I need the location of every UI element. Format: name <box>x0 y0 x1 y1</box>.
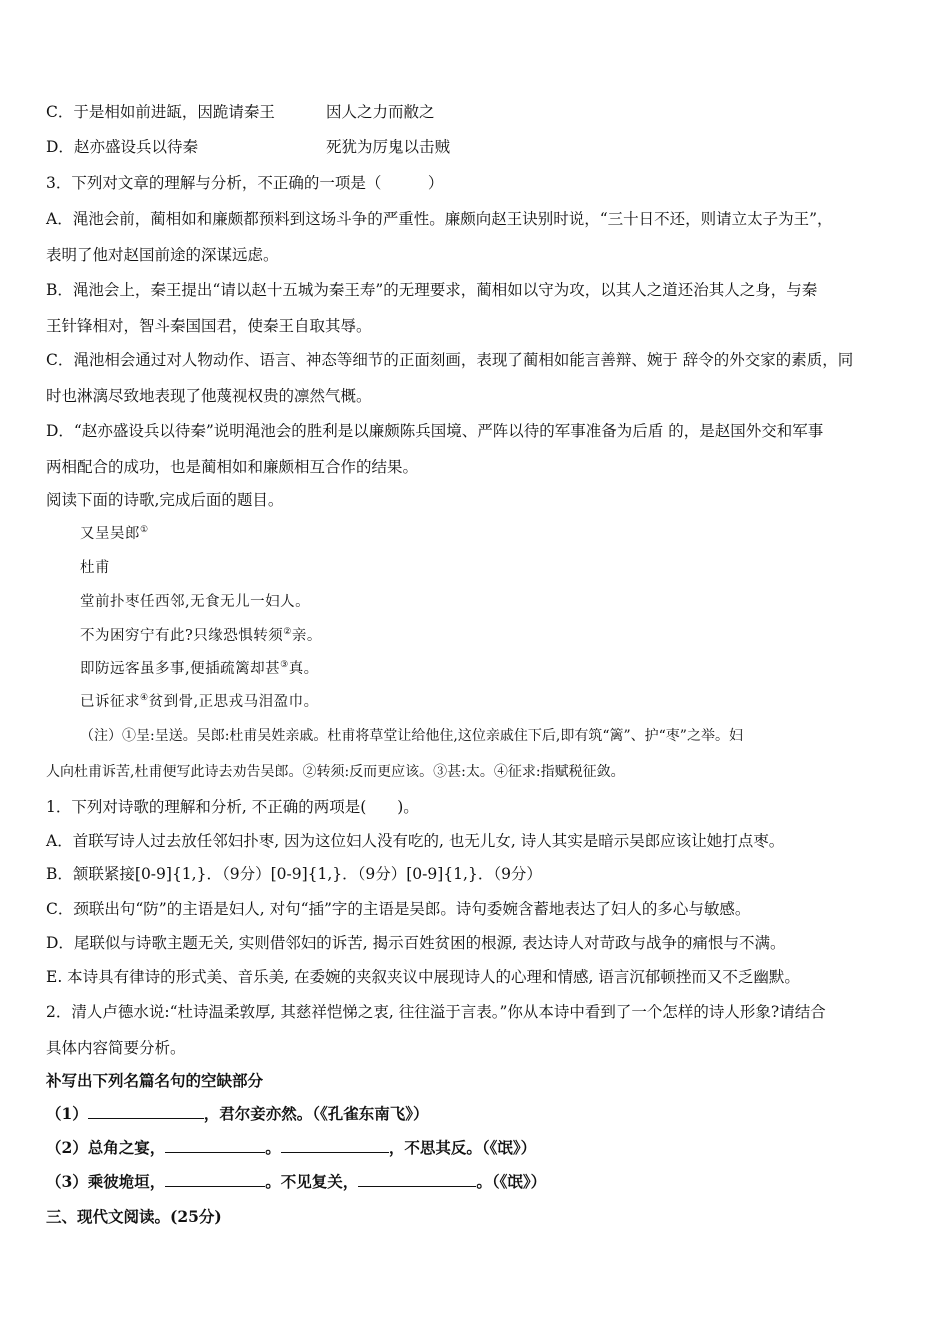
pq1-option-b: B．颔联紧接[0-9]{1,}．（9分）[0-9]{1,}．（9分）[0-9]{1,}．（9分） <box>46 865 542 883</box>
poem-line-2-b: 亲。 <box>291 628 322 644</box>
pq1-stem: 1．下列对诗歌的理解和分析, 不正确的两项是( )。 <box>46 798 419 816</box>
option-d-left: 赵亦盛设兵以待秦 <box>73 138 198 156</box>
q3-option-d-line2: 两相配合的成功，也是蔺相如和廉颇相互合作的结果。 <box>46 458 419 476</box>
q3-option-c-line1: C．渑池相会通过对人物动作、语言、神态等细节的正面刻画，表现了蔺相如能言善辩、婉于 辞令的外交家的素质，同 <box>46 351 854 369</box>
pq1-option-c: C．颈联出句“防”的主语是妇人, 对句“插”字的主语是吴郎。诗句委婉含蓄地表达了妇人的多心与敏感。 <box>46 900 751 918</box>
option-c-right: 因人之力而敝之 <box>326 103 435 121</box>
poem-line-4-a: 已诉征求 <box>80 694 140 710</box>
q3-option-c-line2: 时也淋漓尽致地表现了他蔑视权贵的凛然气概。 <box>46 387 372 405</box>
poem-line-4-note: ④ <box>140 693 149 704</box>
q3-option-b-line1: B．渑池会上，秦王提出“请以赵十五城为秦王寿”的无理要求，蔺相如以守为攻，以其人之道还治其人之身，与秦 <box>46 281 818 299</box>
poem-line-3-b: 真。 <box>288 661 319 677</box>
option-d-right: 死犹为厉鬼以击贼 <box>326 138 451 156</box>
fill-blank[interactable] <box>88 1104 204 1119</box>
pq2-line1: 2．清人卢德水说:“杜诗温柔敦厚, 其慈祥恺悌之衷, 往往溢于言表。”你从本诗中看到了一个怎样的诗人形象?请结合 <box>46 1003 826 1021</box>
poem-title <box>80 524 149 544</box>
pq2-line2: 具体内容简要分析。 <box>46 1039 186 1057</box>
option-c-left: 于是相如前进缻，因跪请秦王 <box>73 103 275 121</box>
fill-item-3-mid: 。不见复关， <box>265 1172 359 1191</box>
poem-line-2-note: ② <box>283 627 292 638</box>
poem-note-line2: 人向杜甫诉苦,杜甫便写此诗去劝告吴郎。②转须:反而更应该。③甚:太。④征求:指赋税征敛。 <box>46 764 625 780</box>
q3-option-a-line2: 表明了他对赵国前途的深谋远虑。 <box>46 246 279 264</box>
pq1-option-a: A．首联写诗人过去放任邻妇扑枣, 因为这位妇人没有吃的, 也无儿女, 诗人其实是暗示吴郎应该让她打点枣。 <box>46 832 785 850</box>
fill-item-3-prefix: （3）乘彼垝垣， <box>46 1172 166 1191</box>
pq1-option-e: E. 本诗具有律诗的形式美、音乐美, 在委婉的夹叙夹议中展现诗人的心理和情感, 语言沉郁顿挫而又不乏幽默。 <box>46 968 800 986</box>
poem-title-note-mark: ① <box>140 525 149 536</box>
poem-author: 杜甫 <box>80 560 110 576</box>
poem-line-2-a: 不为困穷宁有此?只缘恐惧转须 <box>80 628 284 644</box>
poem-line-3-note: ③ <box>280 660 289 671</box>
fill-item-2-mid: 。 <box>265 1138 281 1157</box>
option-d-row <box>46 137 451 157</box>
option-d-label: D． <box>46 138 74 156</box>
q3-option-a-line1: A．渑池会前，蔺相如和廉颇都预料到这场斗争的严重性。廉颇向赵王诀别时说，“三十日不还，则请立太子为王”， <box>46 210 833 228</box>
fill-blank[interactable] <box>358 1172 476 1187</box>
poem-line-4-b: 贫到骨,正思戎马泪盈巾。 <box>148 694 319 710</box>
option-c-label: C． <box>46 103 74 121</box>
poem-note-line1: （注）①呈:呈送。吴郎:杜甫吴姓亲戚。杜甫将草堂让给他住,这位亲戚住下后,即有筑“篱”、护“枣”之举。妇 <box>80 728 743 744</box>
pq1-option-d: D．尾联似与诗歌主题无关, 实则借邻妇的诉苦, 揭示百姓贫困的根源, 表达诗人对苛政与战争的痛恨与不满。 <box>46 934 786 952</box>
poem-title-text: 又呈吴郎 <box>80 526 140 542</box>
fill-item-3-suffix: 。（《氓》） <box>476 1172 547 1191</box>
fill-item-1-suffix: ，君尔妾亦然。（《孔雀东南飞》） <box>203 1104 429 1123</box>
poem-line-1: 堂前扑枣任西邻,无食无儿一妇人。 <box>80 594 311 610</box>
poem-line-4 <box>80 692 319 712</box>
fill-item-3 <box>46 1172 546 1192</box>
q3-option-b-line2: 王针锋相对，智斗秦国国君，使秦王自取其辱。 <box>46 317 372 335</box>
fill-item-2 <box>46 1138 536 1158</box>
fill-item-1-prefix: （1） <box>46 1104 88 1123</box>
q3-option-d-line1: D．“赵亦盛设兵以待秦”说明渑池会的胜利是以廉颇陈兵国境、严阵以待的军事准备为后盾 的，是赵国外交和军事 <box>46 422 824 440</box>
fill-heading: 补写出下列名篇名句的空缺部分 <box>46 1071 264 1090</box>
fill-item-1 <box>46 1104 429 1124</box>
fill-item-2-suffix: ，不思其反。（《氓》） <box>388 1138 537 1157</box>
fill-blank[interactable] <box>165 1138 265 1153</box>
section-3-heading: 三、现代文阅读。(25分) <box>46 1207 222 1226</box>
poem-intro: 阅读下面的诗歌,完成后面的题目。 <box>46 491 284 509</box>
option-c-row <box>46 102 435 122</box>
q3-stem: 3．下列对文章的理解与分析，不正确的一项是（ ） <box>46 174 444 192</box>
poem-line-3 <box>80 659 319 679</box>
poem-line-2 <box>80 626 322 646</box>
fill-blank[interactable] <box>281 1138 389 1153</box>
fill-item-2-prefix: （2）总角之宴， <box>46 1138 166 1157</box>
fill-blank[interactable] <box>165 1172 265 1187</box>
poem-line-3-a: 即防远客虽多事,便插疏篱却甚 <box>80 661 281 677</box>
